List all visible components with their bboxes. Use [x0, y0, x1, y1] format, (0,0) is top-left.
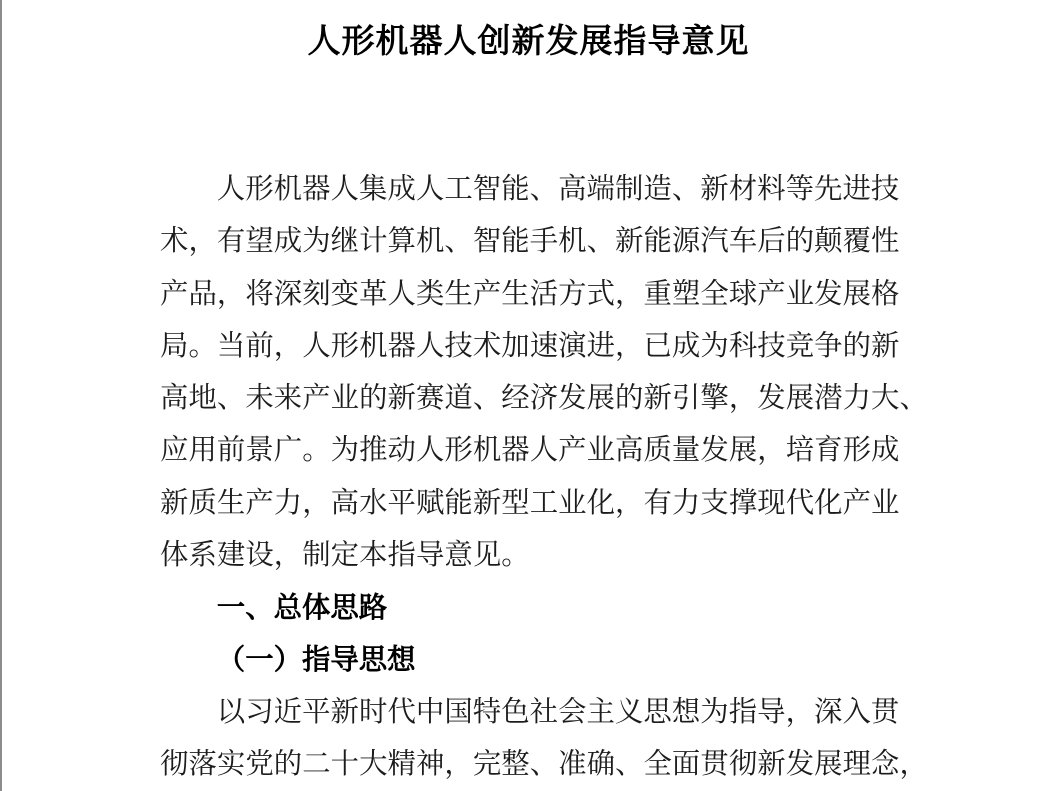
text-line: 新质生产力，高水平赋能新型工业化，有力支撑现代化产业 — [160, 487, 900, 519]
text-line: 以习近平新时代中国特色社会主义思想为指导，深入贯 — [216, 696, 900, 728]
text-line: 人形机器人集成人工智能、高端制造、新材料等先进技 — [216, 174, 900, 205]
text-line: 术，有望成为继计算机、智能手机、新能源汽车后的颠覆性 — [160, 226, 900, 258]
paragraph-intro — [160, 164, 928, 582]
text-line: 局。当前，人形机器人技术加速演进，已成为科技竞争的新 — [160, 330, 900, 362]
text-line: 高地、未来产业的新赛道、经济发展的新引擎，发展潜力大、 — [160, 383, 928, 415]
text-line: 体系建设，制定本指导意见。 — [160, 540, 530, 572]
page-edge-line — [0, 0, 2, 791]
document-body — [160, 164, 928, 791]
text-line: 彻落实党的二十大精神，完整、准确、全面贯彻新发展理念， — [160, 749, 928, 781]
section-heading-overall-approach: 一、总体思路 — [216, 592, 388, 625]
subsection-heading-guiding-ideology: （一）指导思想 — [216, 644, 416, 676]
text-line: 应用前景广。为推动人形机器人产业高质量发展，培育形成 — [160, 435, 900, 467]
document-title: 人形机器人创新发展指导意见 — [307, 24, 750, 60]
text-line: 产品，将深刻变革人类生产生活方式，重塑全球产业发展格 — [160, 278, 900, 310]
paragraph-guiding-ideology — [160, 687, 928, 791]
